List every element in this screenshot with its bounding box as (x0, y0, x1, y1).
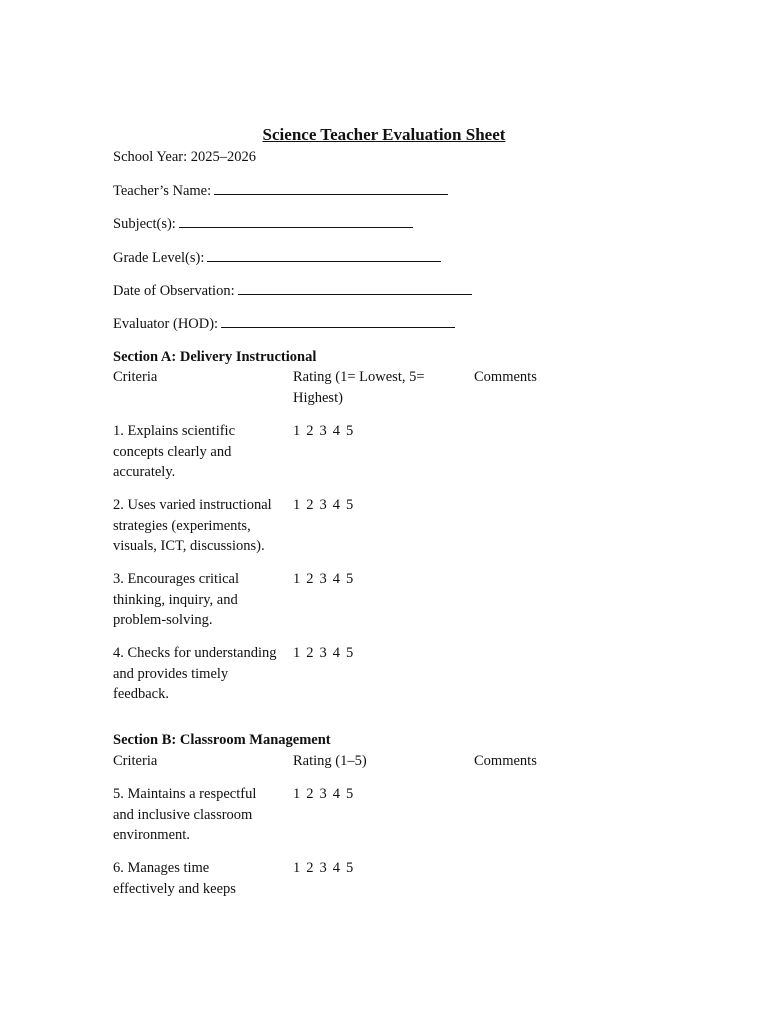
field-label: Evaluator (HOD): (113, 316, 219, 332)
section-b-title: Section B: Classroom Management (113, 732, 331, 748)
rating-option-4[interactable]: 4 (332, 497, 340, 513)
rating-option-2[interactable]: 2 (306, 860, 314, 876)
field-teacher-name (113, 180, 448, 201)
rating-option-5[interactable]: 5 (346, 860, 354, 876)
section-a-header-rating: Rating (1= Lowest, 5= Highest) (293, 369, 425, 406)
page-title: Science Teacher Evaluation Sheet (262, 125, 506, 144)
criterion-2: 2. Uses varied instructional strategies (experiments, visuals, ICT, discussions). (113, 497, 272, 554)
field-label: Grade Level(s): (113, 250, 205, 266)
field-subjects (113, 213, 413, 234)
rating-option-4[interactable]: 4 (332, 860, 340, 876)
criterion-4: 4. Checks for understanding and provides timely feedback. (113, 645, 277, 702)
field-label: Subject(s): (113, 216, 176, 232)
section-b-header-comments: Comments (474, 753, 537, 769)
fill-in-blank[interactable] (238, 280, 472, 295)
rating-option-3[interactable]: 3 (319, 786, 327, 802)
rating-option-1[interactable]: 1 (293, 497, 301, 513)
rating-option-1[interactable]: 1 (293, 423, 301, 439)
criterion-3: 3. Encourages critical thinking, inquiry, and problem-solving. (113, 571, 240, 628)
rating-scale-4 (293, 643, 359, 663)
criterion-5: 5. Maintains a respectful and inclusive classroom environment. (113, 786, 257, 843)
fill-in-blank[interactable] (214, 180, 448, 195)
rating-option-2[interactable]: 2 (306, 645, 314, 661)
rating-option-4[interactable]: 4 (332, 571, 340, 587)
section-a-header-comments: Comments (474, 369, 537, 385)
rating-option-3[interactable]: 3 (319, 645, 327, 661)
rating-option-3[interactable]: 3 (319, 497, 327, 513)
section-a-header-criteria: Criteria (113, 369, 158, 385)
field-date-of-observation (113, 280, 472, 301)
rating-option-2[interactable]: 2 (306, 497, 314, 513)
rating-option-5[interactable]: 5 (346, 497, 354, 513)
rating-option-1[interactable]: 1 (293, 786, 301, 802)
rating-option-1[interactable]: 1 (293, 860, 301, 876)
rating-scale-3 (293, 569, 359, 589)
rating-scale-2 (293, 495, 359, 515)
rating-option-4[interactable]: 4 (332, 645, 340, 661)
rating-option-3[interactable]: 3 (319, 571, 327, 587)
rating-option-3[interactable]: 3 (319, 860, 327, 876)
criterion-6: 6. Manages time effectively and keeps (113, 860, 236, 897)
field-grade-levels (113, 247, 441, 268)
rating-scale-6 (293, 858, 359, 878)
fill-in-blank[interactable] (179, 213, 413, 228)
rating-option-5[interactable]: 5 (346, 571, 354, 587)
rating-option-2[interactable]: 2 (306, 423, 314, 439)
section-a-title: Section A: Delivery Instructional (113, 349, 317, 365)
rating-option-5[interactable]: 5 (346, 786, 354, 802)
rating-option-2[interactable]: 2 (306, 571, 314, 587)
rating-option-5[interactable]: 5 (346, 423, 354, 439)
field-label: Date of Observation: (113, 283, 235, 299)
rating-scale-5 (293, 784, 359, 804)
rating-option-2[interactable]: 2 (306, 786, 314, 802)
rating-option-5[interactable]: 5 (346, 645, 354, 661)
rating-option-1[interactable]: 1 (293, 645, 301, 661)
rating-option-4[interactable]: 4 (332, 786, 340, 802)
rating-option-3[interactable]: 3 (319, 423, 327, 439)
section-b-header-criteria: Criteria (113, 753, 158, 769)
field-evaluator (113, 313, 455, 334)
fill-in-blank[interactable] (207, 247, 441, 262)
field-label: Teacher’s Name: (113, 183, 212, 199)
rating-scale-1 (293, 421, 359, 441)
rating-option-1[interactable]: 1 (293, 571, 301, 587)
rating-option-4[interactable]: 4 (332, 423, 340, 439)
fill-in-blank[interactable] (221, 313, 455, 328)
school-year: School Year: 2025–2026 (113, 149, 256, 165)
section-b-header-rating: Rating (1–5) (293, 753, 367, 769)
criterion-1: 1. Explains scientific concepts clearly and accurately. (113, 423, 236, 480)
